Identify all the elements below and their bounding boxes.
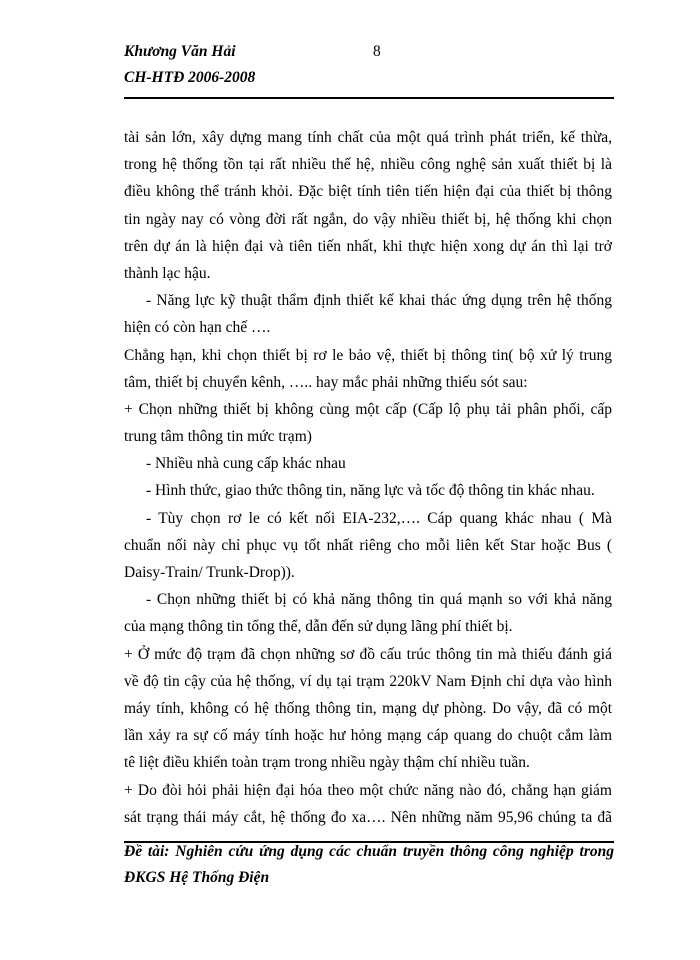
body-line: Daisy-Train/ Trunk-Drop)). xyxy=(124,564,295,581)
bullet-item: - Năng lực kỹ thuật thẩm định thiết kế khai thác ứng dụng trên hệ thống xyxy=(146,292,612,310)
body-text xyxy=(124,124,612,831)
thesis-title-line1: Đề tài: Nghiên cứu ứng dụng các chuẩn truyền thông công nghiệp trong xyxy=(124,843,614,860)
plus-item: + Chọn những thiết bị không cùng một cấp (Cấp lộ phụ tải phân phối, cấp xyxy=(124,400,612,418)
body-line: Chẳng hạn, khi chọn thiết bị rơ le bảo vệ, thiết bị thông tin( bộ xử lý trung xyxy=(124,346,612,364)
bullet-item: - Hình thức, giao thức thông tin, năng lực và tốc độ thông tin khác nhau. xyxy=(146,482,595,500)
thesis-title-line2: ĐKGS Hệ Thống Điện xyxy=(124,869,270,886)
body-line: tâm, thiết bị chuyển kênh, ….. hay mắc phải những thiếu sót sau: xyxy=(124,373,528,391)
body-line: trong hệ thống tồn tại rất nhiều thế hệ, nhiều công nghệ sản xuất thiết bị là xyxy=(124,156,612,174)
body-line: tin ngày nay có vòng đời rất ngắn, do vậy nhiều thiết bị, hệ thống khi chọn xyxy=(124,210,612,228)
bullet-item: - Chọn những thiết bị có khả năng thông tin quá mạnh so với khả năng xyxy=(146,591,612,609)
body-line: tê liệt điều khiển toàn trạm trong nhiều ngày thậm chí nhiều tuần. xyxy=(124,754,530,772)
body-line: sát trạng thái máy cắt, hệ thống đo xa…. Nên những năm 95,96 chúng ta đã xyxy=(124,808,612,826)
page-number: 8 xyxy=(373,43,381,60)
bullet-item: - Nhiều nhà cung cấp khác nhau xyxy=(146,455,346,473)
body-line: chuẩn nối này chỉ phục vụ tốt nhất riêng cho mỗi liên kết Star hoặc Bus ( xyxy=(124,536,612,554)
body-line: về độ tin cậy của hệ thống, ví dụ tại trạm 220kV Nam Định chỉ dựa vào hình xyxy=(124,672,612,690)
header-divider xyxy=(124,97,614,99)
body-line: máy tính, không có hệ thống thông tin, mạng dự phòng. Do vậy, đã có một xyxy=(124,699,612,717)
course-code: CH-HTĐ 2006-2008 xyxy=(124,69,256,86)
body-line: trên dự án là hiện đại và tiên tiến nhất, khi thực hiện xong dự án thì lại trở xyxy=(124,237,612,255)
plus-item: + Ở mức độ trạm đã chọn những sơ đồ cấu trúc thông tin mà thiếu đánh giá xyxy=(124,645,612,663)
body-line: hiện có còn hạn chế …. xyxy=(124,319,271,337)
body-line: của mạng thông tin tổng thể, dẫn đến sử dụng lãng phí thiết bị. xyxy=(124,618,513,636)
body-line: trung tâm thông tin mức trạm) xyxy=(124,428,312,446)
plus-item: + Do đòi hỏi phải hiện đại hóa theo một chức năng nào đó, chẳng hạn giám xyxy=(124,781,612,799)
body-line: điều không thể tránh khỏi. Đặc biệt tính tiên tiến hiện đại của thiết bị thông xyxy=(124,183,612,201)
bullet-item: - Tùy chọn rơ le có kết nối EIA-232,…. Cáp quang khác nhau ( Mà xyxy=(146,509,612,527)
author-name: Khương Văn Hải xyxy=(124,43,236,60)
body-line: thành lạc hậu. xyxy=(124,264,211,282)
body-line: lần xảy ra sự cố máy tính hoặc hư hỏng mạng cáp quang do chuột cắm làm xyxy=(124,727,612,745)
body-line: tài sản lớn, xây dựng mang tính chất của một quá trình phát triển, kế thừa, xyxy=(124,129,612,146)
